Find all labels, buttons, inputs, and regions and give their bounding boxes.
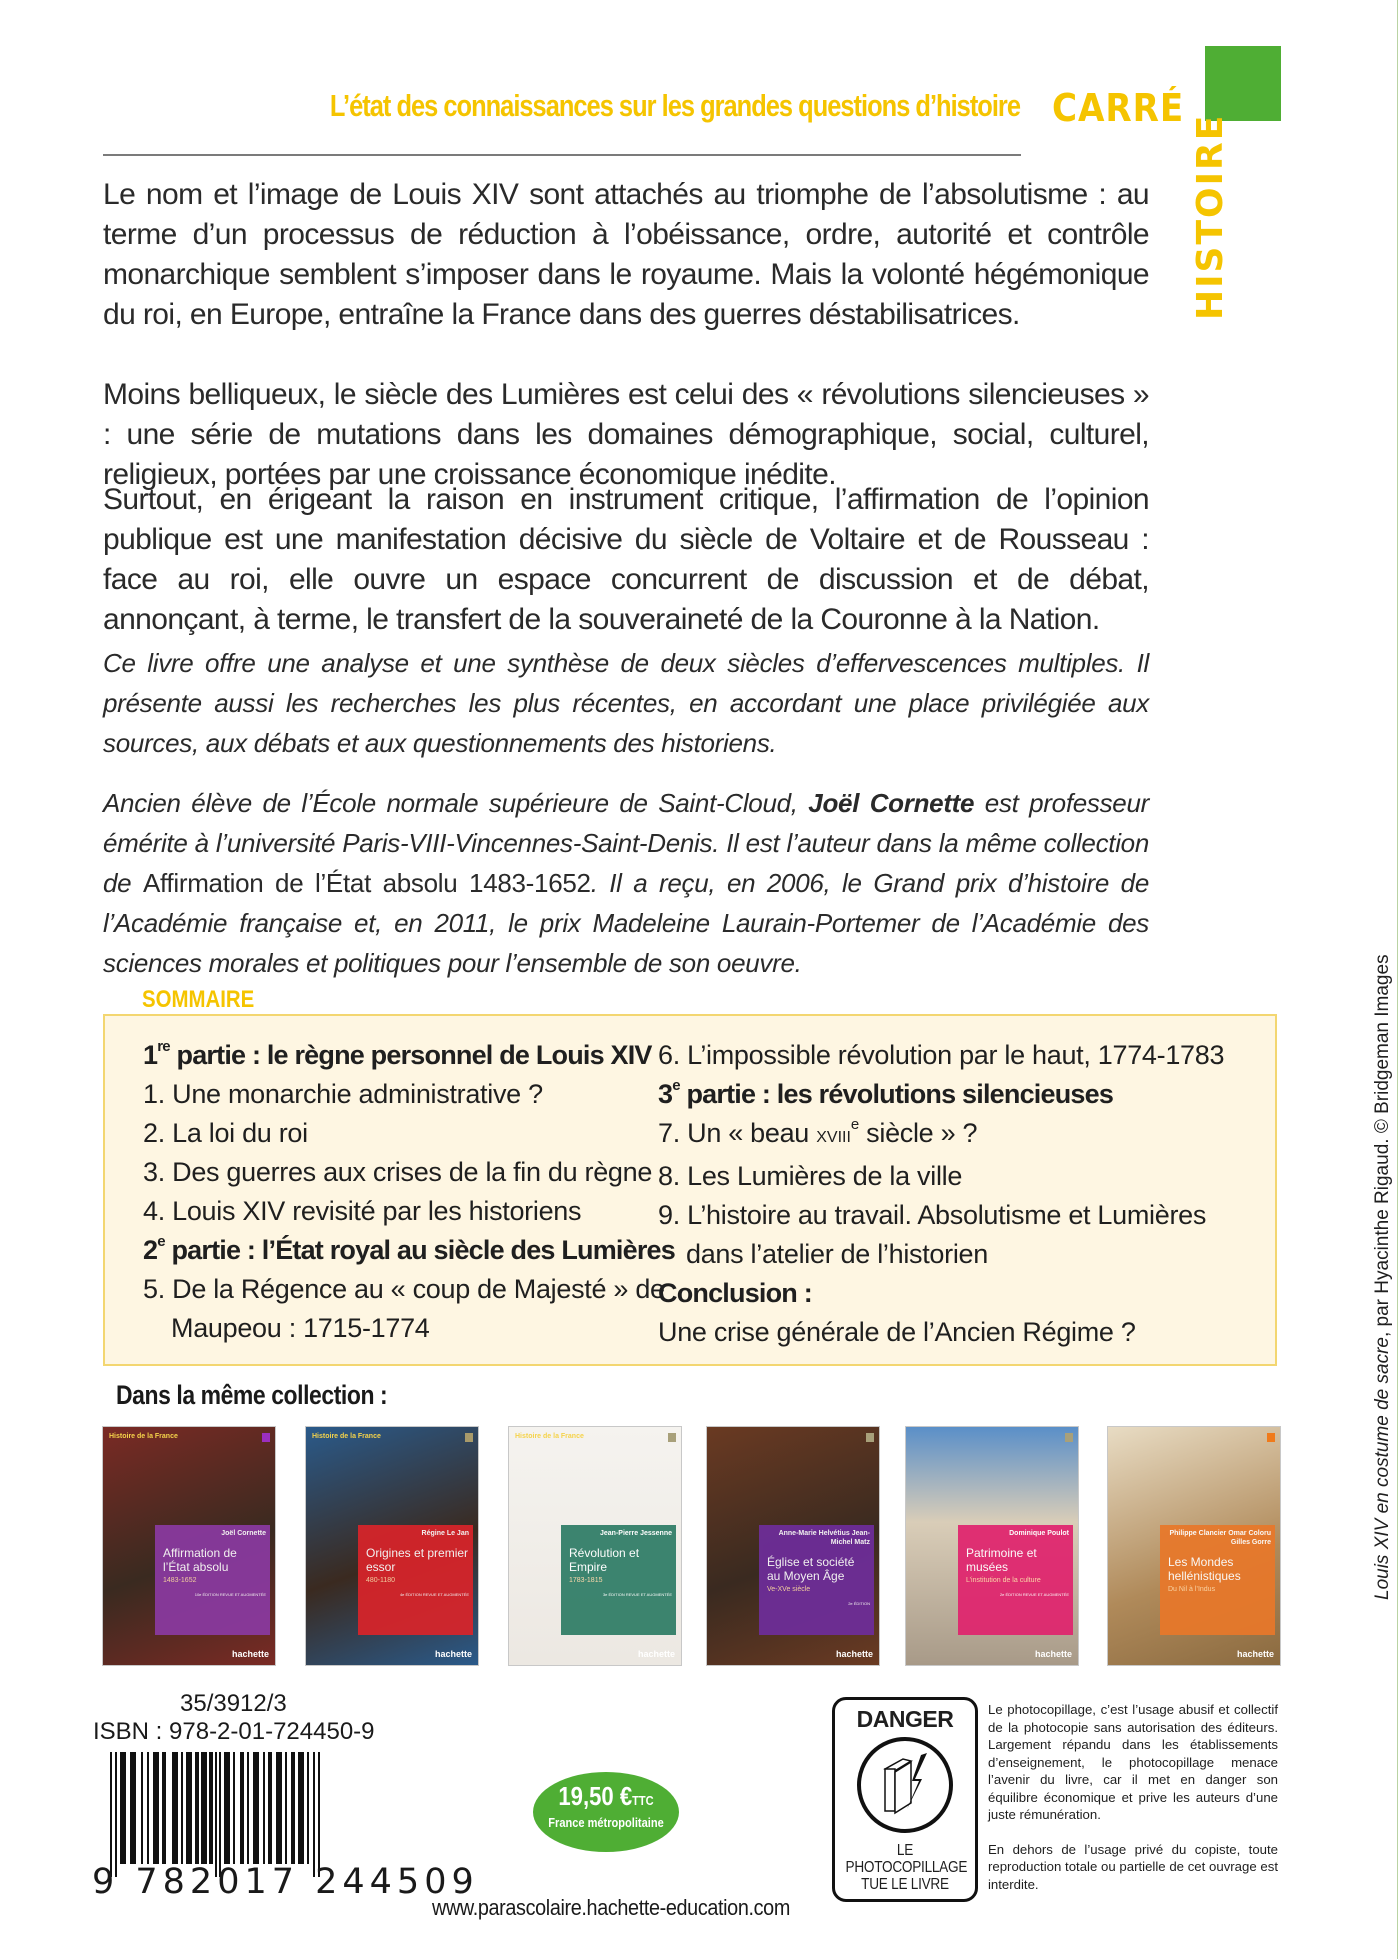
toc-part-3: 3e partie : les révolutions silencieuses <box>658 1077 1114 1109</box>
photocopy-disclaimer <box>988 1701 1278 1910</box>
brand-carre: CARRÉ <box>1052 86 1185 130</box>
toc-chapter-1: 1. Une monarchie administrative ? <box>143 1079 543 1109</box>
toc-chapter-5: 5. De la Régence au « coup de Majesté » de <box>143 1274 665 1304</box>
book-series: Histoire de la France <box>109 1433 178 1440</box>
description-paragraph-2: Moins belliqueux, le siècle des Lumières est celui des « révolutions silencieuses » : une série de mutations dans les domaines démographique, social, culturel, religieux, portées par une croissance économique inédite. <box>103 378 1149 491</box>
book-subtitle: Ve-XVe siècle <box>767 1586 811 1593</box>
disclaimer-paragraph-1: Le photocopillage, c’est l’usage abusif et collectif de la photocopie sans autorisation des éditeurs. Largement répandu dans les établissements d’enseignement, le photocopillage menace l’avenir du livre, car il met en danger son équilibre économique et prive les auteurs d’une juste rémunération. <box>988 1702 1278 1822</box>
publisher-logo: hachette <box>1034 1649 1072 1659</box>
price-region: France métropolitaine <box>548 1815 664 1830</box>
book-subtitle: 480-1180 <box>366 1577 396 1584</box>
book-subtitle: 1783-1815 <box>569 1577 603 1584</box>
barcode-digits: 9 782017 244509 <box>92 1862 479 1902</box>
bio-text: est professeur émérite à l’université Paris-VIII-Vincennes-Saint-Denis. Il est l’auteur dans la même collection de <box>103 788 1149 898</box>
toc-chapter-6: 6. L’impossible révolution par le haut, 1774-1783 <box>658 1040 1225 1070</box>
danger-word: DANGER <box>856 1706 954 1732</box>
author-bio <box>103 783 1149 983</box>
book-subtitle: 1483-1652 <box>163 1577 197 1584</box>
product-code: 35/3912/3 <box>180 1690 287 1717</box>
danger-caption-2: PHOTOCOPILLAGE <box>845 1859 968 1876</box>
toc-conclusion: Conclusion : <box>658 1278 812 1308</box>
collection-book-thumbnail[interactable] <box>1108 1427 1280 1665</box>
danger-photocopy-sign <box>832 1697 978 1902</box>
book-author: Dominique Poulot <box>1009 1530 1069 1537</box>
book-subtitle: L’institution de la culture <box>966 1577 1041 1584</box>
book-edition: 3e ÉDITION REVUE ET AUGMENTÉE <box>602 1592 672 1597</box>
collection-color-mark <box>262 1433 270 1442</box>
book-title: Affirmation de l’État absolu <box>163 1546 237 1574</box>
page-edge-line <box>1397 0 1398 1959</box>
summary-paragraph: Ce livre offre une analyse et une synthèse de deux siècles d’effervescences multiples. Il présente aussi les recherches les plus récentes, en accordant une place privilégiée aux sources, aux débats et aux questionnements des historiens. <box>103 648 1149 758</box>
toc-chapter-4: 4. Louis XIV revisité par les historiens <box>143 1196 582 1226</box>
barcode-icon <box>110 1752 326 1877</box>
book-edition: 4e ÉDITION REVUE ET AUGMENTÉE <box>399 1592 469 1597</box>
book-title-panel <box>358 1525 473 1635</box>
publisher-logo: hachette <box>434 1649 472 1659</box>
book-lightning-icon <box>855 1735 955 1835</box>
publisher-website: www.parascolaire.hachette-education.com <box>432 1895 790 1920</box>
book-title: Les Mondes hellénistiques <box>1168 1555 1241 1583</box>
toc-conclusion-title: Une crise générale de l’Ancien Régime ? <box>658 1317 1136 1347</box>
book-series: Histoire de la France <box>312 1433 381 1440</box>
book-edition: 2e ÉDITION <box>848 1601 870 1606</box>
book-edition: 2e ÉDITION REVUE ET AUGMENTÉE <box>999 1592 1069 1597</box>
book-edition: 10e ÉDITION REVUE ET AUGMENTÉE <box>194 1592 266 1597</box>
description-paragraph-3: Surtout, en érigeant la raison en instrument critique, l’affirmation de l’opinion publique est une manifestation décisive du siècle de Voltaire et de Rousseau : face au roi, elle ouvre un espace concurrent de discussion et de débat, annonçant, à terme, le transfert de la souveraineté de la Couronne à la Nation. <box>103 483 1149 636</box>
collection-color-mark <box>465 1433 473 1442</box>
collection-book-thumbnail[interactable] <box>306 1427 478 1665</box>
credit-artwork-title: Louis XIV en costume de sacre <box>1372 1337 1393 1600</box>
bio-book-title: Affirmation de l’État absolu 1483-1652 <box>142 868 591 898</box>
collection-color-mark <box>1267 1433 1275 1442</box>
toc-chapter-2: 2. La loi du roi <box>143 1118 308 1148</box>
book-title: Origines et premier essor <box>366 1546 469 1574</box>
book-title-panel <box>1160 1525 1275 1635</box>
publisher-logo: hachette <box>231 1649 269 1659</box>
book-title: Patrimoine et musées <box>966 1546 1037 1574</box>
collection-book-thumbnail[interactable] <box>707 1427 879 1665</box>
toc-chapter-5-continued: Maupeou : 1715-1774 <box>171 1313 430 1343</box>
credit-text: , par Hyacinthe Rigaud. © Bridgeman Images <box>1372 954 1393 1338</box>
book-author: Anne-Marie Helvétius Jean-Michel Matz <box>778 1530 870 1546</box>
toc-chapter-3: 3. Des guerres aux crises de la fin du règne <box>143 1157 653 1187</box>
toc-chapter-8: 8. Les Lumières de la ville <box>658 1161 963 1191</box>
toc-part-2: 2e partie : l’État royal au siècle des Lumières <box>143 1233 675 1265</box>
series-tagline: L’état des connaissances sur les grandes questions d’histoire <box>329 88 1020 123</box>
publisher-logo: hachette <box>1236 1649 1274 1659</box>
sommaire-heading: SOMMAIRE <box>142 986 255 1013</box>
collection-book-thumbnail[interactable] <box>509 1427 681 1665</box>
book-author: Jean-Pierre Jessenne <box>600 1530 672 1537</box>
price-amount: 19,50 € <box>558 1781 633 1811</box>
isbn-number: ISBN : 978-2-01-724450-9 <box>93 1718 375 1745</box>
toc-left-column <box>143 1036 675 1348</box>
collection-book-thumbnail[interactable] <box>103 1427 275 1665</box>
collection-color-mark <box>866 1433 874 1442</box>
book-author: Philippe Clancier Omar Coloru Gilles Gorre <box>1169 1530 1271 1546</box>
book-subtitle: Du Nil à l’Indus <box>1168 1586 1216 1593</box>
book-author: Régine Le Jan <box>421 1530 469 1537</box>
category-label-vertical: HISTOIRE <box>1190 113 1231 320</box>
publisher-logo: hachette <box>835 1649 873 1659</box>
table-of-contents-box <box>103 1014 1277 1366</box>
book-title: Révolution et Empire <box>569 1546 640 1574</box>
bio-text: . Il a reçu, en 2006, le Grand prix d’histoire de l’Académie française et, en 2011, le prix Madeleine Laurain-Portemer de l’Académie des sciences morales et politiques pour l’ensemble de son oeuvre. <box>103 868 1149 978</box>
collection-book-thumbnail[interactable] <box>906 1427 1078 1665</box>
book-title-panel <box>759 1525 874 1635</box>
price-tax: TTC <box>632 1793 654 1808</box>
book-title-panel <box>155 1525 270 1635</box>
disclaimer-paragraph-2: En dehors de l’usage privé du copiste, toute reproduction totale ou partielle de cet ouvrage est interdite. <box>988 1841 1278 1892</box>
danger-caption-3: TUE LE LIVRE <box>861 1876 949 1893</box>
toc-right-column <box>658 1036 1258 1352</box>
book-author: Joël Cornette <box>221 1530 266 1537</box>
book-title: Église et société au Moyen Âge <box>767 1555 855 1583</box>
cover-image-credit <box>1372 954 1394 1600</box>
collection-color-mark <box>1065 1433 1073 1442</box>
collection-color-mark <box>1205 46 1281 121</box>
header-divider <box>103 154 1021 156</box>
toc-chapter-9-continued: dans l’atelier de l’historien <box>686 1239 988 1269</box>
book-series: Histoire de la France <box>515 1433 584 1440</box>
book-title-panel <box>958 1525 1073 1635</box>
author-name: Joël Cornette <box>808 788 975 818</box>
description-paragraph-1: Le nom et l’image de Louis XIV sont attachés au triomphe de l’absolutisme : au terme d’un processus de réduction à l’obéissance, ordre, autorité et contrôle monarchique semblent s’imposer dans le royaume. Mais la volonté hégémonique du roi, en Europe, entraîne la France dans des guerres déstabilisatrices. <box>103 178 1149 331</box>
collection-heading: Dans la même collection : <box>116 1380 388 1410</box>
toc-part-1: 1re partie : le règne personnel de Louis XIV <box>143 1038 652 1070</box>
bio-text: Ancien élève de l’École normale supérieure de Saint-Cloud, <box>103 788 809 818</box>
price-badge <box>533 1772 679 1852</box>
book-title-panel <box>561 1525 676 1635</box>
toc-chapter-9: 9. L’histoire au travail. Absolutisme et Lumières <box>658 1200 1207 1230</box>
toc-chapter-7: 7. Un « beau XVIIIe siècle » ? <box>658 1116 978 1148</box>
collection-color-mark <box>668 1433 676 1442</box>
danger-caption-1: LE <box>896 1842 914 1859</box>
publisher-logo: hachette <box>637 1649 675 1659</box>
